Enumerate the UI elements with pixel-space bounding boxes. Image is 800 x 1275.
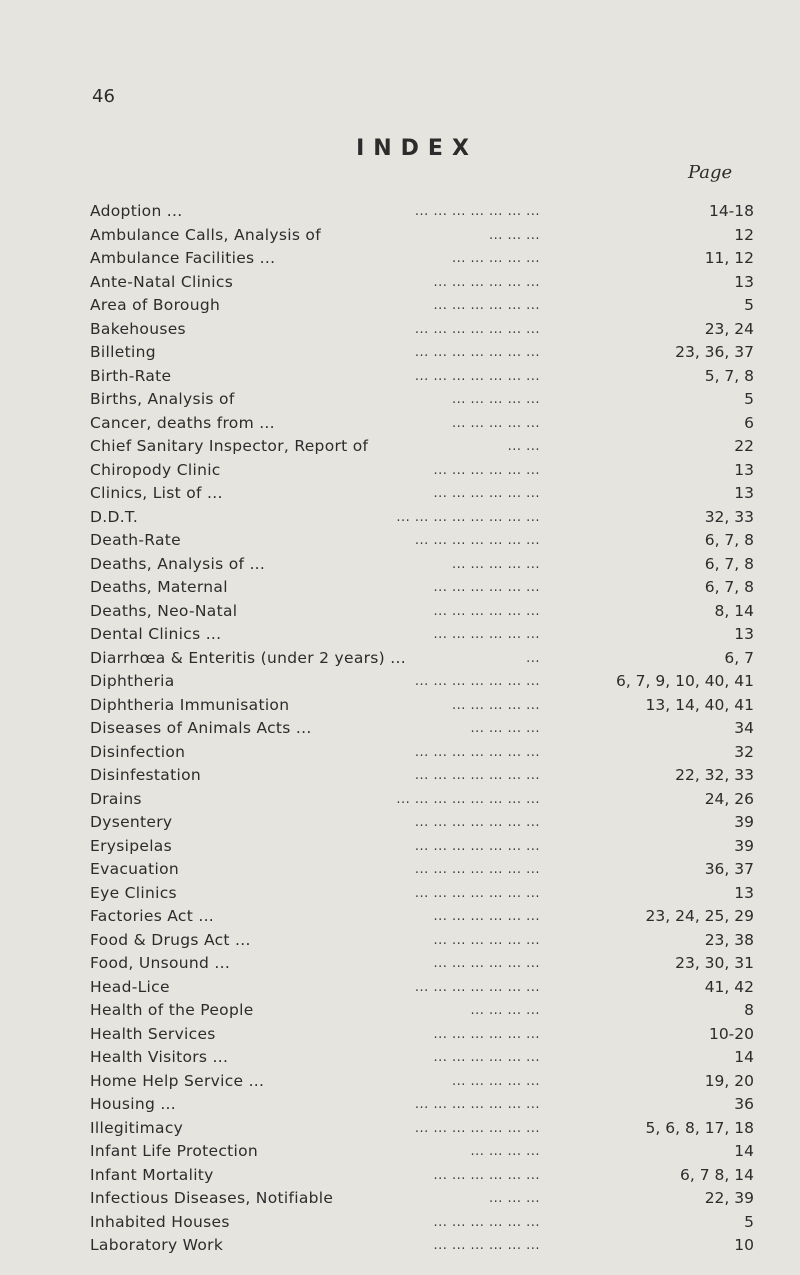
index-entry bbox=[90, 929, 754, 953]
index-entry bbox=[90, 576, 754, 600]
index-term: Erysipelas bbox=[90, 836, 172, 855]
index-pages: 32 bbox=[734, 742, 754, 761]
index-term: Home Help Service ... bbox=[90, 1071, 265, 1090]
index-term: Illegitimacy bbox=[90, 1118, 184, 1137]
index-entry bbox=[90, 200, 754, 224]
index-pages: 5 bbox=[744, 1212, 754, 1231]
index-term: Housing ... bbox=[90, 1095, 177, 1113]
index-entry bbox=[90, 1046, 754, 1070]
index-entry bbox=[90, 435, 754, 459]
index-entry bbox=[90, 529, 754, 553]
index-pages: 19, 20 bbox=[704, 1071, 754, 1090]
leader-dots: ... ... ... ... ... ... bbox=[433, 274, 540, 290]
index-pages: 5, 6, 8, 17, 18 bbox=[645, 1118, 754, 1137]
index-pages: 12 bbox=[734, 225, 754, 244]
index-term: Ambulance Calls, Analysis of bbox=[90, 225, 321, 244]
index-pages: 39 bbox=[734, 813, 754, 831]
index-entry bbox=[90, 224, 754, 248]
index-entry bbox=[90, 811, 754, 835]
leader-dots: ... ... ... ... ... ... bbox=[433, 932, 540, 948]
index-term: Deaths, Analysis of ... bbox=[90, 554, 266, 573]
index-pages: 23, 24, 25, 29 bbox=[645, 907, 754, 925]
leader-dots: ... ... ... bbox=[489, 1191, 540, 1206]
leader-dots: ... ... ... ... ... ... bbox=[433, 909, 540, 924]
index-entry bbox=[90, 365, 754, 389]
index-term: Disinfestation bbox=[90, 766, 201, 784]
index-term: Birth-Rate bbox=[90, 366, 172, 385]
index-list bbox=[90, 200, 754, 1258]
leader-dots: ... ... ... bbox=[489, 227, 540, 243]
index-pages: 22, 39 bbox=[704, 1189, 754, 1207]
index-term: Health Visitors ... bbox=[90, 1048, 229, 1066]
index-term: D.D.T. bbox=[90, 507, 139, 526]
index-entry bbox=[90, 1234, 754, 1258]
index-term: Chiropody Clinic bbox=[90, 460, 221, 479]
page-column-header: Page bbox=[688, 162, 733, 183]
index-pages: 36, 37 bbox=[704, 860, 754, 878]
leader-dots: ... ... ... ... ... ... ... bbox=[414, 533, 540, 548]
leader-dots: ... ... ... ... ... ... ... bbox=[414, 979, 540, 995]
index-term: Bakehouses bbox=[90, 319, 186, 338]
index-pages: 6 bbox=[744, 413, 754, 432]
index-entry bbox=[90, 1187, 754, 1211]
index-entry bbox=[90, 623, 754, 647]
leader-dots: ... ... ... ... ... ... ... bbox=[414, 885, 540, 901]
index-pages: 10 bbox=[734, 1236, 754, 1254]
index-term: Billeting bbox=[90, 343, 156, 361]
index-pages: 5, 7, 8 bbox=[704, 366, 754, 385]
index-entry bbox=[90, 976, 754, 1000]
leader-dots: ... ... ... ... ... ... ... bbox=[414, 368, 540, 384]
index-entry bbox=[90, 717, 754, 741]
index-term: Infant Life Protection bbox=[90, 1142, 259, 1160]
index-term: Drains bbox=[90, 789, 142, 808]
leader-dots: ... ... ... ... ... bbox=[451, 415, 540, 431]
index-entry bbox=[90, 388, 754, 412]
leader-dots: ... ... ... ... ... ... bbox=[433, 1238, 540, 1253]
leader-dots: ... ... ... ... bbox=[470, 721, 540, 736]
leader-dots: ... ... ... ... ... ... ... bbox=[414, 674, 540, 689]
index-term: Cancer, deaths from ... bbox=[90, 413, 275, 432]
leader-dots: ... ... ... ... ... ... bbox=[433, 1167, 540, 1183]
leader-dots: ... ... ... ... ... ... bbox=[433, 486, 540, 501]
index-pages: 5 bbox=[744, 390, 754, 408]
leader-dots: ... ... ... ... ... bbox=[451, 697, 540, 713]
index-term: Infectious Diseases, Notifiable bbox=[90, 1189, 334, 1207]
index-entry bbox=[90, 1211, 754, 1235]
index-term: Diphtheria bbox=[90, 672, 175, 690]
index-pages: 13, 14, 40, 41 bbox=[645, 695, 754, 714]
page-number: 46 bbox=[92, 86, 115, 107]
index-entry bbox=[90, 835, 754, 859]
index-pages: 14 bbox=[734, 1048, 754, 1066]
index-pages: 13 bbox=[734, 625, 754, 643]
leader-dots: ... ... ... ... ... ... bbox=[433, 1026, 540, 1042]
index-term: Food, Unsound ... bbox=[90, 954, 231, 972]
leader-dots: ... ... ... ... ... ... ... bbox=[414, 1097, 540, 1112]
index-entry bbox=[90, 506, 754, 530]
leader-dots: ... ... ... ... ... ... ... ... bbox=[396, 791, 540, 807]
index-entry bbox=[90, 341, 754, 365]
index-pages: 13 bbox=[734, 484, 754, 502]
index-pages: 13 bbox=[734, 460, 754, 479]
index-pages: 39 bbox=[734, 836, 754, 855]
leader-dots: ... ... ... ... ... ... ... bbox=[414, 768, 540, 783]
leader-dots: ... ... ... ... bbox=[470, 1003, 540, 1018]
leader-dots: ... ... ... ... ... bbox=[451, 1073, 540, 1089]
index-term: Deaths, Maternal bbox=[90, 578, 228, 596]
leader-dots: ... ... ... ... ... ... bbox=[433, 580, 540, 595]
index-pages: 6, 7, 9, 10, 40, 41 bbox=[615, 672, 754, 690]
index-entry bbox=[90, 1070, 754, 1094]
index-term: Death-Rate bbox=[90, 531, 182, 549]
index-entry bbox=[90, 952, 754, 976]
index-term: Laboratory Work bbox=[90, 1236, 224, 1254]
leader-dots: ... ... ... ... ... ... bbox=[433, 603, 540, 619]
index-term: Deaths, Neo-Natal bbox=[90, 601, 238, 620]
index-entry bbox=[90, 600, 754, 624]
index-pages: 14 bbox=[734, 1142, 754, 1160]
index-pages: 23, 30, 31 bbox=[675, 954, 754, 972]
leader-dots: ... ... bbox=[507, 439, 540, 454]
index-pages: 8, 14 bbox=[714, 601, 754, 620]
index-term: Disinfection bbox=[90, 742, 186, 761]
index-pages: 41, 42 bbox=[704, 977, 754, 996]
leader-dots: ... bbox=[526, 650, 540, 666]
index-pages: 10-20 bbox=[708, 1024, 754, 1043]
index-term: Infant Mortality bbox=[90, 1165, 214, 1184]
index-term: Dysentery bbox=[90, 813, 173, 831]
index-entry bbox=[90, 459, 754, 483]
index-term: Diarrhœa & Enteritis (under 2 years) ... bbox=[90, 648, 406, 667]
leader-dots: ... ... ... ... ... ... ... bbox=[414, 321, 540, 337]
index-term: Inhabited Houses bbox=[90, 1212, 230, 1231]
index-pages: 6, 7, 8 bbox=[704, 531, 754, 549]
index-pages: 13 bbox=[734, 883, 754, 902]
index-pages: 14-18 bbox=[708, 202, 754, 220]
index-entry bbox=[90, 1023, 754, 1047]
index-entry bbox=[90, 999, 754, 1023]
index-entry bbox=[90, 294, 754, 318]
index-entry bbox=[90, 647, 754, 671]
index-entry bbox=[90, 788, 754, 812]
index-term: Clinics, List of ... bbox=[90, 484, 223, 502]
leader-dots: ... ... ... ... bbox=[470, 1144, 540, 1159]
leader-dots: ... ... ... ... ... ... bbox=[433, 462, 540, 478]
index-entry bbox=[90, 553, 754, 577]
index-pages: 36 bbox=[734, 1095, 754, 1113]
index-entry bbox=[90, 694, 754, 718]
leader-dots: ... ... ... ... ... bbox=[451, 392, 540, 407]
index-term: Diphtheria Immunisation bbox=[90, 695, 290, 714]
leader-dots: ... ... ... ... ... ... bbox=[433, 956, 540, 971]
index-entry bbox=[90, 741, 754, 765]
index-term: Eye Clinics bbox=[90, 883, 177, 902]
index-pages: 5 bbox=[744, 296, 754, 314]
index-pages: 23, 38 bbox=[704, 930, 754, 949]
leader-dots: ... ... ... ... ... ... ... bbox=[414, 744, 540, 760]
leader-dots: ... ... ... ... ... ... ... bbox=[414, 204, 540, 219]
index-pages: 11, 12 bbox=[704, 249, 754, 267]
index-term: Health Services bbox=[90, 1024, 216, 1043]
leader-dots: ... ... ... ... ... ... bbox=[433, 627, 540, 642]
index-entry bbox=[90, 858, 754, 882]
index-term: Area of Borough bbox=[90, 296, 221, 314]
index-term: Births, Analysis of bbox=[90, 390, 235, 408]
index-pages: 23, 24 bbox=[704, 319, 754, 338]
index-entry bbox=[90, 318, 754, 342]
index-pages: 24, 26 bbox=[704, 789, 754, 808]
leader-dots: ... ... ... ... ... ... ... bbox=[414, 345, 540, 360]
index-pages: 6, 7, 8 bbox=[704, 554, 754, 573]
index-pages: 6, 7 bbox=[724, 648, 754, 667]
index-entry bbox=[90, 412, 754, 436]
index-entry bbox=[90, 247, 754, 271]
index-term: Evacuation bbox=[90, 860, 179, 878]
index-term: Health of the People bbox=[90, 1001, 254, 1019]
index-entry bbox=[90, 1164, 754, 1188]
index-entry bbox=[90, 1117, 754, 1141]
index-entry bbox=[90, 1093, 754, 1117]
leader-dots: ... ... ... ... ... ... bbox=[433, 298, 540, 313]
index-entry bbox=[90, 882, 754, 906]
leader-dots: ... ... ... ... ... ... bbox=[433, 1214, 540, 1230]
leader-dots: ... ... ... ... ... ... ... bbox=[414, 838, 540, 854]
index-pages: 23, 36, 37 bbox=[675, 343, 754, 361]
index-term: Ante-Natal Clinics bbox=[90, 272, 234, 291]
leader-dots: ... ... ... ... ... ... bbox=[433, 1050, 540, 1065]
index-pages: 8 bbox=[744, 1001, 754, 1019]
index-pages: 34 bbox=[734, 719, 754, 737]
leader-dots: ... ... ... ... ... ... ... bbox=[414, 862, 540, 877]
leader-dots: ... ... ... ... ... bbox=[451, 556, 540, 572]
index-term: Head-Lice bbox=[90, 977, 170, 996]
index-entry bbox=[90, 271, 754, 295]
index-term: Adoption ... bbox=[90, 202, 183, 220]
leader-dots: ... ... ... ... ... ... ... ... bbox=[396, 509, 540, 525]
index-entry bbox=[90, 1140, 754, 1164]
index-term: Chief Sanitary Inspector, Report of bbox=[90, 437, 369, 455]
leader-dots: ... ... ... ... ... ... ... bbox=[414, 1120, 540, 1136]
index-pages: 6, 7 8, 14 bbox=[680, 1165, 754, 1184]
page-title: INDEX bbox=[356, 136, 478, 161]
index-term: Factories Act ... bbox=[90, 907, 215, 925]
index-entry bbox=[90, 905, 754, 929]
index-entry bbox=[90, 764, 754, 788]
index-pages: 6, 7, 8 bbox=[704, 578, 754, 596]
index-term: Ambulance Facilities ... bbox=[90, 249, 276, 267]
index-term: Dental Clinics ... bbox=[90, 625, 222, 643]
index-entry bbox=[90, 482, 754, 506]
index-pages: 22 bbox=[734, 437, 754, 455]
index-term: Food & Drugs Act ... bbox=[90, 930, 251, 949]
leader-dots: ... ... ... ... ... ... ... bbox=[414, 815, 540, 830]
index-pages: 22, 32, 33 bbox=[675, 766, 754, 784]
index-pages: 32, 33 bbox=[704, 507, 754, 526]
index-term: Diseases of Animals Acts ... bbox=[90, 719, 312, 737]
leader-dots: ... ... ... ... ... bbox=[451, 251, 540, 266]
index-pages: 13 bbox=[734, 272, 754, 291]
index-entry bbox=[90, 670, 754, 694]
